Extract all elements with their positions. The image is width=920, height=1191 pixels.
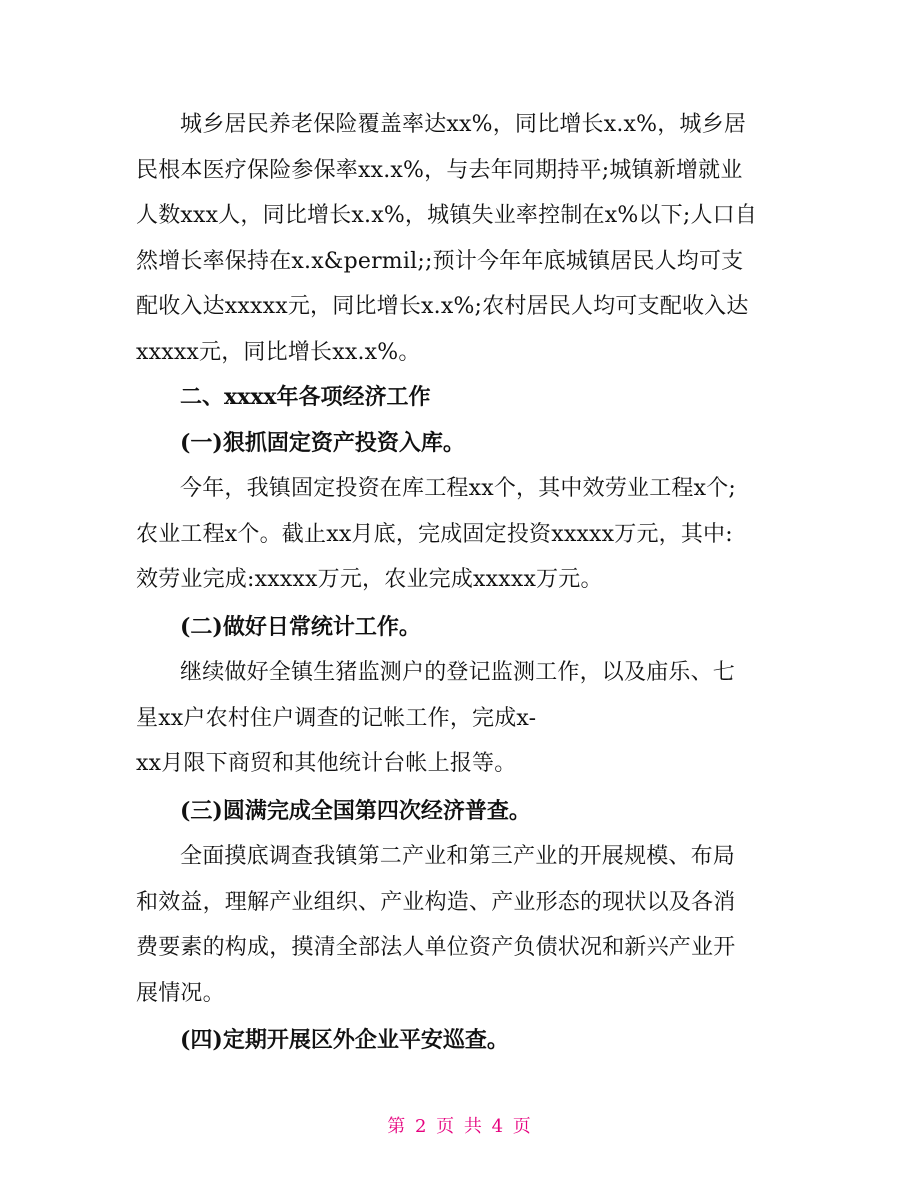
subheading-daily-statistics bbox=[136, 605, 786, 651]
paragraph-monitoring-work bbox=[136, 650, 786, 787]
heading-text: (三)圆满完成全国第四次经济普查。 bbox=[180, 797, 531, 824]
text-line: 效劳业完成:xxxxx万元，农业完成xxxxx万元。 bbox=[136, 567, 603, 592]
text-line: 继续做好全镇生猪监测户的登记监测工作，以及庙乐、七 bbox=[180, 660, 736, 685]
paragraph-census-details bbox=[136, 834, 786, 1016]
text-line: 城乡居民养老保险覆盖率达xx%，同比增长x.x%，城乡居 bbox=[180, 112, 747, 137]
heading-text: 二、xxxx年各项经济工作 bbox=[180, 384, 431, 410]
text-line: 人数xxx人，同比增长x.x%，城镇失业率控制在x%以下;人口自 bbox=[136, 203, 758, 228]
text-line: 全面摸底调查我镇第二产业和第三产业的开展规模、布局 bbox=[180, 844, 736, 869]
text-line: 农业工程x个。截止xx月底，完成固定投资xxxxx万元，其中: bbox=[136, 521, 733, 547]
text-line: 今年，我镇固定投资在库工程xx个，其中效劳业工程x个; bbox=[180, 476, 737, 501]
document-body bbox=[136, 102, 786, 1064]
section-heading-economic-work bbox=[136, 375, 786, 421]
heading-text: (四)定期开展区外企业平安巡查。 bbox=[180, 1027, 509, 1053]
text-line: 民根本医疗保险参保率xx.x%，与去年同期持平;城镇新增就业 bbox=[136, 157, 743, 183]
text-line: 费要素的构成，摸清全部法人单位资产负债状况和新兴产业开 bbox=[136, 935, 736, 960]
text-line: 然增长率保持在x.x&permil;;预计今年年底城镇居民人均可支 bbox=[136, 248, 744, 274]
subheading-safety-inspection bbox=[136, 1018, 786, 1064]
text-line: 展情况。 bbox=[136, 980, 225, 1006]
subheading-fixed-assets bbox=[136, 421, 786, 467]
paragraph-insurance-stats bbox=[136, 102, 786, 375]
heading-text: (二)做好日常统计工作。 bbox=[180, 613, 421, 640]
text-line: 和效益，理解产业组织、产业构造、产业形态的现状以及各消 bbox=[136, 889, 736, 915]
heading-text: (一)狠抓固定资产投资入库。 bbox=[180, 429, 465, 456]
subheading-economic-census bbox=[136, 789, 786, 835]
text-line: 星xx户农村住户调查的记帐工作，完成x- bbox=[136, 705, 537, 731]
page-number-text: 第 2 页 共 4 页 bbox=[387, 1116, 533, 1137]
text-line: 配收入达xxxxx元，同比增长x.x%;农村居民人均可支配收入达 bbox=[136, 294, 749, 319]
page-footer bbox=[0, 1112, 920, 1138]
text-line: xxxxx元，同比增长xx.x%。 bbox=[136, 339, 421, 365]
text-line: xx月限下商贸和其他统计台帐上报等。 bbox=[136, 751, 517, 776]
paragraph-fixed-investment bbox=[136, 466, 786, 603]
